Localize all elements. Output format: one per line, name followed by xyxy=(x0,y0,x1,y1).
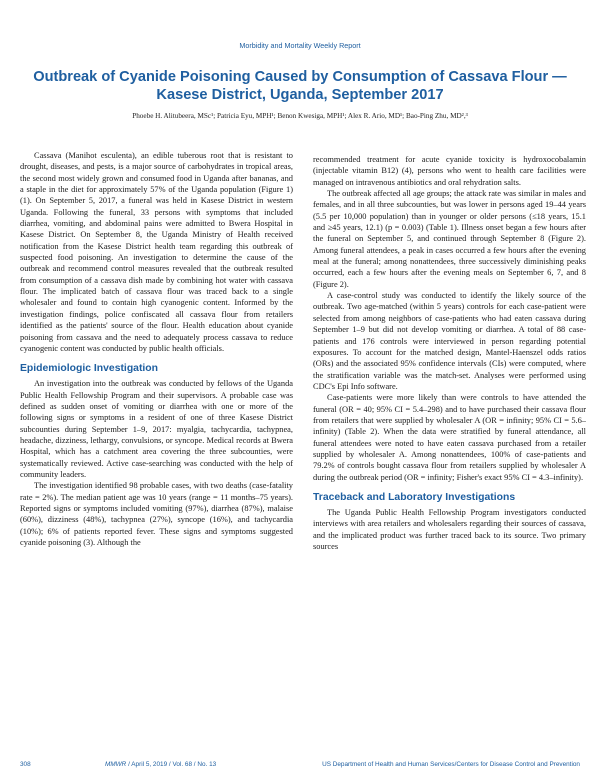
body-paragraph: An investigation into the outbreak was conducted by fellows of the Uganda Public Health Fellowship Program and their supervisors. A probable case was defined as sudden onset of vomiting or diarrhea with one or more of the following signs or symptoms in a resident of one of three Kasese District subcounties during September 1–9, 2017: myalgia, tachycardia, tachypnea, headache, dizziness, lethargy, convulsions, or syncope. Medical records at Bwera Hospital, which has a catchment area covering the three subcounties, were systematically reviewed. Active case-searching was conducted with the help of community leaders. xyxy=(20,379,293,479)
body-paragraph: The investigation identified 98 probable cases, with two deaths (case-fatality rate = 2%). The median patient age was 10 years (range = 11 months–75 years). Reported signs or symptoms included vomiting (97%), diarrhea (87%), malaise (60%), dizziness (48%), tachypnea (27%), syncope (16%), and tachycardia (10%); 6% of patients reported fever. These signs and symptoms suggested cyanide poisoning (3). Although the xyxy=(20,481,293,547)
article-title: Outbreak of Cyanide Poisoning Caused by Consumption of Cassava Flour — Kasese District, Uganda, September 2017 xyxy=(33,69,567,103)
body-paragraph: A case-control study was conducted to identify the likely source of the outbreak. Two age-matched (within 5 years) controls for each case-patient were selected from among neighbors of case-patients who had eaten cassava during September 1–9 but did not develop vomiting or diarrhea. A total of 88 case-patients and 176 controls were interviewed in person regarding potential exposures. To account for the matched design, Mantel-Haenszel odds ratios (ORs) and the associated 95% confidence intervals (CIs) were computed, where the stratification variable was the match-set. Analyses were performed using CDC's Epi Info software. xyxy=(313,291,586,391)
issue-info: / April 5, 2019 / Vol. 68 / No. 13 xyxy=(126,761,217,768)
journal-citation xyxy=(105,761,216,768)
section-heading-epidemiologic: Epidemiologic Investigation xyxy=(20,363,158,375)
journal-abbreviation: MMWR xyxy=(105,761,127,768)
section-heading-traceback: Traceback and Laboratory Investigations xyxy=(313,491,516,503)
page-number: 308 xyxy=(20,761,31,768)
body-paragraph: The Uganda Public Health Fellowship Program investigators conducted interviews with area retailers and wholesalers regarding their sources of cassava, and the implicated product was further traced back to its source. Two primary sources xyxy=(313,507,586,551)
right-column xyxy=(313,154,586,552)
agency-name: US Department of Health and Human Services/Centers for Disease Control and Prevention xyxy=(322,761,580,768)
body-paragraph: Case-patients were more likely than were controls to have attended the funeral (OR = 40; 95% CI = 5.4–298) and to have purchased their cassava flour from retailers that were supplied by wholesaler A (OR = infinity; 95% CI = 5.6–infinity) (Table 2). When the data were stratified by funeral attendance, all funeral attendees were noted to have eaten cassava purchased from a retailer supplied by wholesaler A. Among nonattendees, 100% of case-patients and 79.2% of controls bought cassava flour from retailers supplied by wholesaler A during the outbreak period (OR = infinity; Fisher's exact 95% CI = 4.3–infinity). xyxy=(313,393,586,482)
author-list: Phoebe H. Alitubeera, MSc¹; Patricia Eyu, MPH¹; Benon Kwesiga, MPH¹; Alex R. Ario, MD¹; Bao-Ping Zhu, MD²,³ xyxy=(132,112,468,120)
body-paragraph: recommended treatment for acute cyanide toxicity is hydroxocobalamin (injectable vitamin B12) (4), persons who went to health care facilities were managed on intravenous antibiotics and oral rehydration salts. xyxy=(313,155,586,187)
body-paragraph: The outbreak affected all age groups; the attack rate was similar in males and females, and in all three subcounties, but was lower in persons aged 19–44 years (5.5 per 10,000 population) than in younger or older persons (≤18 years, 15.1 and ≥45 years, 12.1) (p = 0.003) (Table 1). Illness onset began a few hours after the funeral on September 5, and continued through September 8 (Figure 2). Among funeral attendees, a peak in cases occurred a few hours after the evening meal at the funeral; among nonattendees, three successively diminishing peaks occurred, each a few hours after the evening meals on September 6, 7, and 8 (Figure 2). xyxy=(313,189,586,289)
running-header: Morbidity and Mortality Weekly Report xyxy=(239,41,361,50)
left-column xyxy=(20,150,293,548)
intro-paragraph: Cassava (Manihot esculenta), an edible tuberous root that is resistant to drought, diseases, and pests, is a major source of carbohydrates in tropical areas, the second most widely grown and consumed food in Uganda after bananas, and a staple in the diet for approximately 57% of the Uganda population (Figure 1) (1). On September 5, 2017, a funeral was held in Kasese District in western Uganda. Following the funeral, 33 persons with symptoms that included diarrhea, vomiting, and abdominal pains were admitted to Bwera Hospital in Kasese District. On September 8, the Uganda Ministry of Health received notification from the Kasese District health team regarding this outbreak of suspected food poisoning. An investigation to determine the cause of the outbreak and recommend control measures revealed that the outbreak resulted from consumption of a cassava dish made by combining hot water with cassava flour. The implicated batch of cassava flour was traced back to a single wholesaler and found to contain high cyanogenic content. Informed by the investigation findings, police confiscated all cassava flour from retailers identified as the patients' source of the flour. Health education about cyanide poisoning from cassava and the need to adequately process cassava to reduce cyanogenic content was conducted by public health officials. xyxy=(20,151,293,353)
